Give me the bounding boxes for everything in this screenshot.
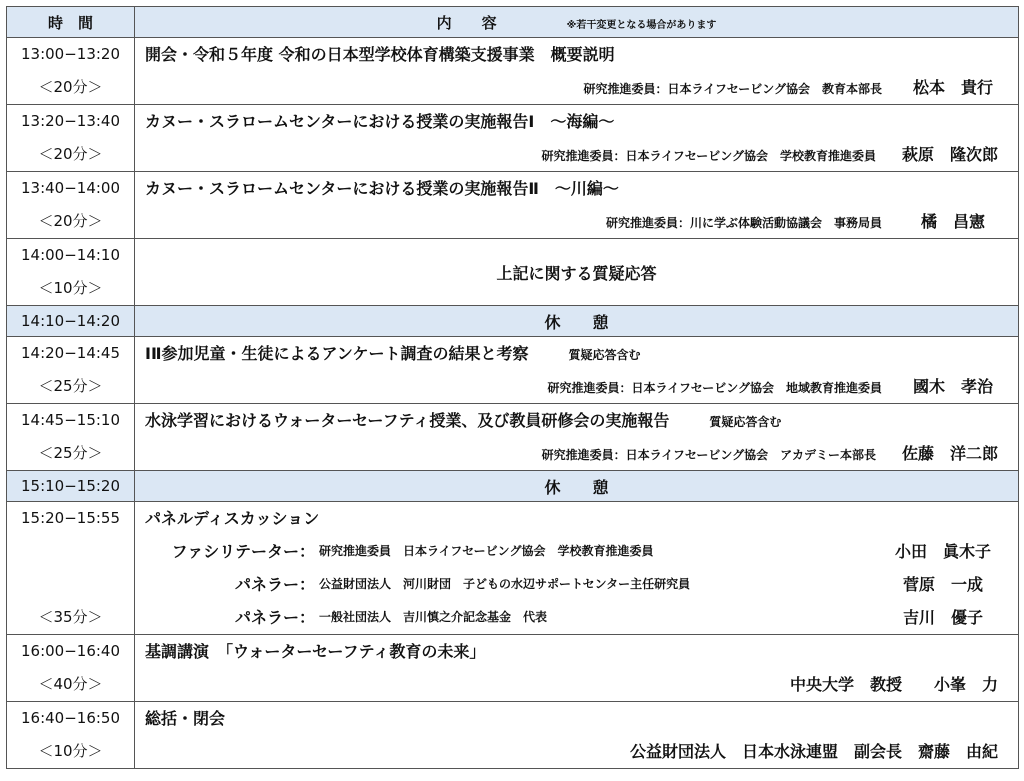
duration: ＜25分＞ xyxy=(38,377,103,395)
session-suffix: 質疑応答含む xyxy=(709,415,782,429)
speaker-line xyxy=(145,370,998,403)
time-range: 14:10−14:20 xyxy=(20,312,121,330)
break-row-1 xyxy=(7,306,1019,337)
time-cell xyxy=(7,404,135,471)
member-label: パネラー： xyxy=(234,608,315,627)
duration: ＜20分＞ xyxy=(38,145,103,163)
time-range: 14:45−15:10 xyxy=(20,411,121,429)
time-range: 14:20−14:45 xyxy=(20,344,121,362)
session-suffix: 質疑応答含む xyxy=(568,348,641,362)
break-label: 休 憩 xyxy=(135,471,1019,502)
time-range: 13:00−13:20 xyxy=(20,45,121,63)
session-title: カヌー・スラロームセンターにおける授業の実施報告Ⅰ ～海編～ xyxy=(145,112,615,131)
schedule-row-1 xyxy=(7,38,1019,105)
content-cell xyxy=(135,404,1019,471)
panel-row xyxy=(7,502,1019,635)
duration: ＜40分＞ xyxy=(38,675,103,693)
keynote-speaker: 中央大学 教授 小峯 力 xyxy=(789,675,998,694)
time-range: 15:20−15:55 xyxy=(20,509,121,527)
time-column-header: 時 間 xyxy=(7,7,135,38)
change-note: ※若干変更となる場合があります xyxy=(566,19,717,31)
keynote-title: 基調講演 「ウォーターセーフティ教育の未来」 xyxy=(145,642,486,661)
session-title: 開会・令和５年度 令和の日本型学校体育構築支援事業 概要説明 xyxy=(145,45,615,64)
closing-title: 総括・閉会 xyxy=(145,709,226,728)
member-name: 小田 眞木子 xyxy=(894,542,991,561)
speaker-role: 研究推進委員：川に学ぶ体験活動協議会 事務局員 xyxy=(605,216,882,230)
qa-title: 上記に関する質疑応答 xyxy=(135,239,1019,306)
content-cell xyxy=(135,105,1019,172)
time-range: 16:40−16:50 xyxy=(20,709,121,727)
break-row-2 xyxy=(7,471,1019,502)
member-label: パネラー： xyxy=(234,575,315,594)
closing-speaker: 公益財団法人 日本水泳連盟 副会長 齋藤 由紀 xyxy=(629,742,998,761)
schedule-table xyxy=(6,6,1019,769)
speaker-line xyxy=(145,138,998,171)
duration: ＜10分＞ xyxy=(38,742,103,760)
content-cell xyxy=(135,38,1019,105)
content-column-header xyxy=(135,7,1019,38)
panel-title: パネルディスカッション xyxy=(145,509,320,528)
session-title-line xyxy=(145,404,998,437)
speaker-role: 研究推進委員：日本ライフセービング協会 学校教育推進委員 xyxy=(541,149,876,163)
time-cell xyxy=(7,172,135,239)
content-cell xyxy=(135,502,1019,635)
qa-row xyxy=(7,239,1019,306)
duration: ＜35分＞ xyxy=(38,608,103,626)
speaker-name: 橘 昌憲 xyxy=(920,212,985,231)
duration: ＜20分＞ xyxy=(38,78,103,96)
keynote-row xyxy=(7,635,1019,702)
time-cell xyxy=(7,337,135,404)
schedule-row-3 xyxy=(7,172,1019,239)
session-title: 水泳学習におけるウォーターセーフティ授業、及び教員研修会の実施報告 xyxy=(145,411,670,430)
schedule-row-4 xyxy=(7,337,1019,404)
speaker-line xyxy=(145,437,998,470)
content-label: 内 容 xyxy=(436,13,497,32)
time-range: 14:00−14:10 xyxy=(20,246,121,264)
panelist-line xyxy=(145,601,998,634)
break-label: 休 憩 xyxy=(135,306,1019,337)
member-role: 一般社団法人 吉川慎之介記念基金 代表 xyxy=(319,610,548,624)
time-cell xyxy=(7,702,135,769)
speaker-role: 研究推進委員：日本ライフセービング協会 地域教育推進委員 xyxy=(547,381,882,395)
speaker-name: 萩原 隆次郎 xyxy=(901,145,998,164)
member-label: ファシリテーター： xyxy=(171,542,315,561)
time-range: 15:10−15:20 xyxy=(20,477,121,495)
duration: ＜25分＞ xyxy=(38,444,103,462)
content-cell xyxy=(135,337,1019,404)
time-cell xyxy=(7,502,135,635)
time-range: 13:20−13:40 xyxy=(20,112,121,130)
header-row xyxy=(7,7,1019,38)
speaker-line xyxy=(145,205,998,238)
content-cell xyxy=(135,702,1019,769)
time-range: 13:40−14:00 xyxy=(20,179,121,197)
speaker-role: 研究推進委員：日本ライフセービング協会 教育本部長 xyxy=(583,82,882,96)
schedule-row-5 xyxy=(7,404,1019,471)
time-cell xyxy=(7,239,135,306)
duration: ＜20分＞ xyxy=(38,212,103,230)
session-title-line xyxy=(145,337,998,370)
member-name: 菅原 一成 xyxy=(902,575,983,594)
speaker-name: 國木 孝治 xyxy=(912,377,993,396)
session-title: ⅠⅡ参加児童・生徒によるアンケート調査の結果と考察 xyxy=(145,344,529,363)
closing-row xyxy=(7,702,1019,769)
member-role: 公益財団法人 河川財団 子どもの水辺サポートセンター主任研究員 xyxy=(319,577,691,591)
speaker-name: 松本 貴行 xyxy=(912,78,993,97)
time-cell xyxy=(7,38,135,105)
panelist-line xyxy=(145,568,998,601)
time-cell xyxy=(7,105,135,172)
content-cell xyxy=(135,172,1019,239)
speaker-role: 研究推進委員：日本ライフセービング協会 アカデミー本部長 xyxy=(541,448,876,462)
session-title: カヌー・スラロームセンターにおける授業の実施報告Ⅱ ～川編～ xyxy=(145,179,619,198)
speaker-name: 佐藤 洋二郎 xyxy=(901,444,998,463)
member-role: 研究推進委員 日本ライフセービング協会 学校教育推進委員 xyxy=(319,544,654,558)
time-range: 16:00−16:40 xyxy=(20,642,121,660)
facilitator-line xyxy=(145,535,998,568)
speaker-line xyxy=(145,71,998,104)
time-cell xyxy=(7,635,135,702)
time-cell xyxy=(7,471,135,502)
content-cell xyxy=(135,635,1019,702)
member-name: 吉川 優子 xyxy=(902,608,983,627)
duration: ＜10分＞ xyxy=(38,279,103,297)
schedule-row-2 xyxy=(7,105,1019,172)
time-cell xyxy=(7,306,135,337)
